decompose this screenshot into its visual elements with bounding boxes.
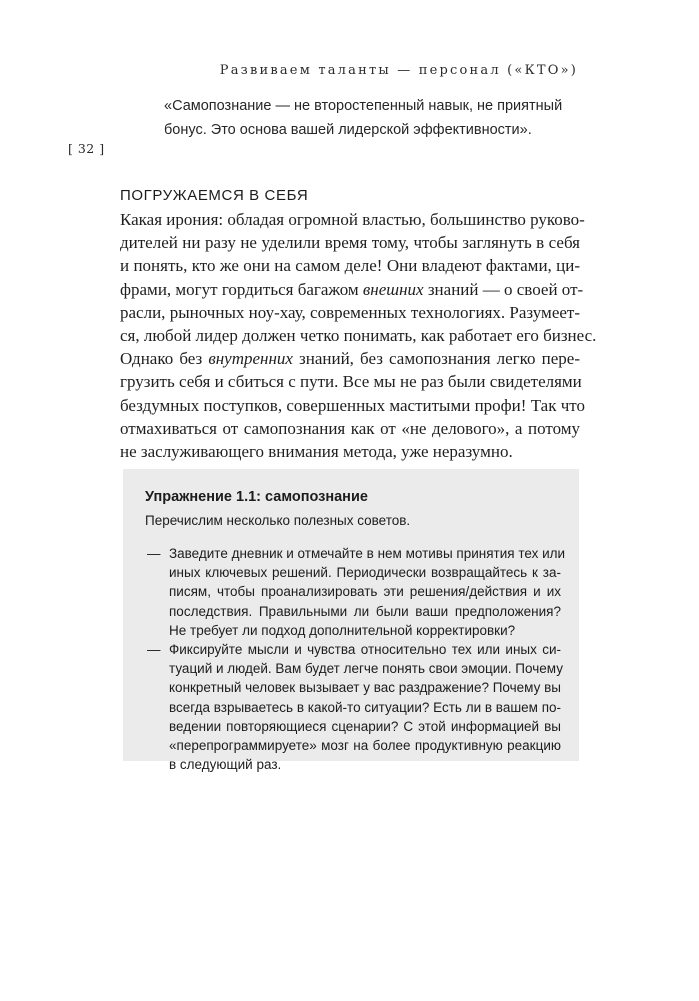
- quote-line: бонус. Это основа вашей лидерской эффективности».: [164, 122, 532, 138]
- body-line: [120, 370, 580, 393]
- tip-line: иных ключевых решений. Периодически возвращайтесь к за-: [169, 565, 561, 581]
- tip-line: конкретный человек вызывает у вас раздражение? Почему вы: [169, 680, 561, 696]
- body-emphasis: внутренних: [208, 349, 293, 369]
- exercise-intro: Перечислим несколько полезных советов.: [145, 513, 411, 528]
- body-emphasis: внешних: [362, 279, 424, 299]
- body-text-run: знаний — о своей от-: [423, 279, 584, 299]
- body-line: [120, 417, 580, 440]
- dash-bullet: —: [147, 546, 161, 561]
- body-text-run: не заслуживающего внимания метода, уже неразумно.: [120, 442, 513, 462]
- tips-list: [147, 544, 566, 774]
- body-text-run: знаний, без самопознания легко пере-: [292, 349, 580, 369]
- tip-line: последствия. Правильными ли были ваши предположения?: [169, 603, 561, 619]
- exercise-title: Упражнение 1.1: самопознание: [145, 489, 368, 505]
- tip-line: писям, чтобы проанализировать эти решения/действия и их: [169, 584, 561, 600]
- body-text-run: ся, любой лидер должен четко понимать, как работает его бизнес.: [120, 326, 597, 346]
- tip-line: туаций и людей. Вам будет легче понять свои эмоции. Почему: [169, 661, 563, 677]
- tip-line: Не требует ли подход дополнительной корректировки?: [169, 622, 516, 638]
- tip-item: [147, 544, 566, 640]
- tip-line: всегда взрываетесь в какой-то ситуации? Есть ли в вашем по-: [169, 699, 562, 715]
- tip-item: [147, 640, 561, 774]
- section-heading: ПОГРУЖАЕМСЯ В СЕБЯ: [120, 187, 309, 204]
- body-paragraph: [120, 208, 597, 463]
- tip-line: Фиксируйте мысли и чувства относительно тех или иных си-: [169, 642, 561, 658]
- body-line: [120, 301, 580, 324]
- body-text-run: отмахиваться от самопознания как от «не делового», а потому: [120, 418, 580, 438]
- body-line: [120, 254, 580, 277]
- body-line: [120, 394, 585, 417]
- running-header: Развиваем таланты — персонал («КТО»): [219, 63, 578, 78]
- body-text-run: грузить себя и сбиться с пути. Все мы не раз были свидетелями: [120, 372, 582, 392]
- body-line: [120, 278, 584, 301]
- body-text-run: дителей ни разу не уделили время тому, чтобы заглянуть в себя: [120, 233, 580, 253]
- body-text-run: расли, рыночных ноу-хау, современных технологиях. Разумеет-: [120, 302, 580, 322]
- body-line: [120, 440, 580, 463]
- tip-line: ведении повторяющиеся сценарии? С этой информацией вы: [169, 718, 561, 734]
- pull-quote: [164, 94, 584, 142]
- tip-line: Заведите дневник и отмечайте в нем мотивы принятия тех или: [169, 546, 566, 561]
- body-line: [120, 347, 580, 370]
- body-line: [120, 324, 597, 347]
- body-text-run: Однако без: [120, 349, 209, 369]
- dash-bullet: —: [147, 642, 161, 658]
- body-line: [120, 231, 580, 254]
- body-line: [120, 208, 585, 231]
- page-number: [ 32 ]: [68, 141, 105, 156]
- tip-line: «перепрограммируете» мозг на более продуктивную реакцию: [169, 738, 561, 754]
- exercise-box: [123, 469, 579, 773]
- tip-line: в следующий раз.: [169, 757, 282, 773]
- quote-line: «Самопознание — не второстепенный навык, не приятный: [164, 98, 563, 114]
- body-text-run: фрами, могут гордиться багажом: [120, 279, 363, 299]
- body-text-run: бездумных поступков, совершенных маститыми профи! Так что: [120, 395, 585, 415]
- body-text-run: и понять, кто же они на самом деле! Они владеют фактами, ци-: [120, 256, 580, 276]
- body-text-run: Какая ирония: обладая огромной властью, большинство руково-: [120, 210, 585, 229]
